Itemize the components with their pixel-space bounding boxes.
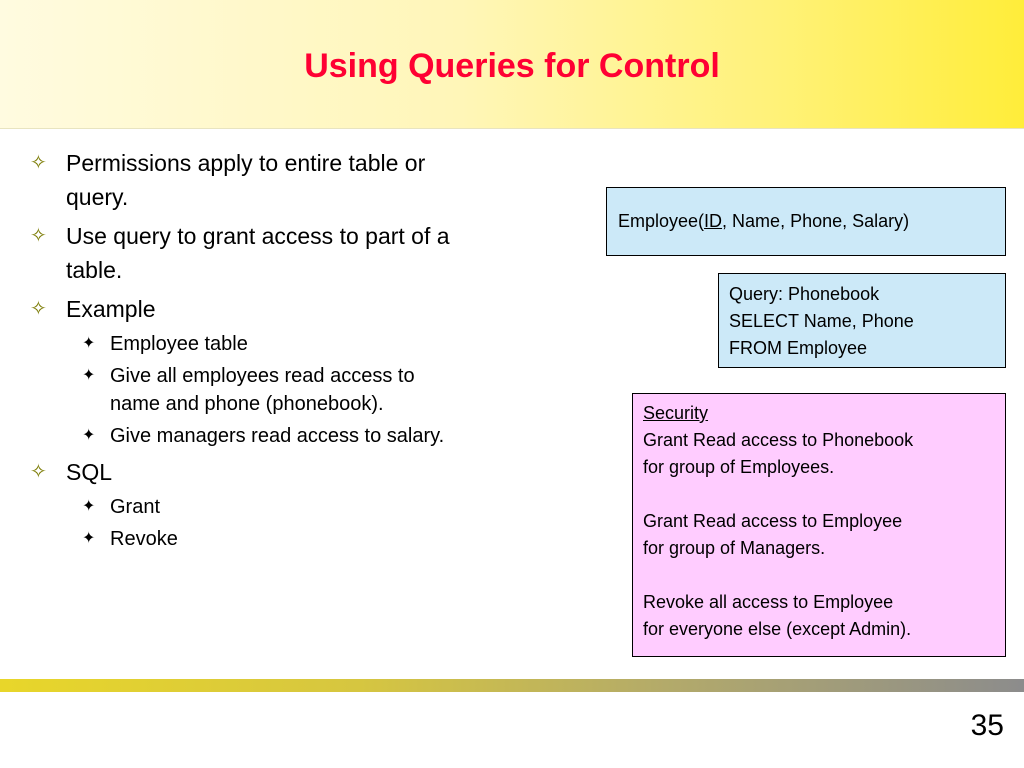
diamond-star-bullet-icon: ✧ — [30, 152, 47, 174]
subbullet-text: Grant — [110, 496, 161, 518]
bullet-sql — [28, 455, 588, 489]
security-line: Revoke all access to Employee — [643, 592, 894, 612]
four-point-star-bullet-icon: ✦ — [82, 498, 96, 515]
subbullet-employee-table — [28, 330, 588, 358]
bullet-text: SQL — [66, 459, 113, 485]
security-line: Grant Read access to Phonebook — [643, 430, 914, 450]
footer-bar — [0, 679, 1024, 692]
security-line: for everyone else (except Admin). — [643, 619, 912, 639]
bullet-text: table. — [66, 257, 123, 283]
subbullet-read-access — [28, 362, 588, 418]
employee-schema-box — [606, 187, 1006, 256]
slide-title: Using Queries for Control — [304, 47, 720, 85]
query-line: SELECT Name, Phone — [729, 311, 914, 331]
diamond-star-bullet-icon: ✧ — [30, 461, 47, 483]
bullet-list — [28, 146, 588, 553]
query-line: FROM Employee — [729, 338, 868, 358]
subbullet-grant — [28, 493, 588, 521]
query-box — [718, 273, 1006, 368]
query-line: Query: Phonebook — [729, 284, 880, 304]
diamond-star-bullet-icon: ✧ — [30, 225, 47, 247]
four-point-star-bullet-icon: ✦ — [82, 427, 96, 444]
bullet-text: query. — [66, 184, 129, 210]
diamond-star-bullet-icon: ✧ — [30, 298, 47, 320]
security-line: for group of Employees. — [643, 457, 835, 477]
schema-prefix: Employee( — [618, 211, 705, 231]
security-box — [632, 393, 1006, 657]
bullet-text: Example — [66, 296, 156, 322]
security-line: Grant Read access to Employee — [643, 511, 903, 531]
bullet-text: Use query to grant access to part of a — [66, 223, 450, 249]
security-line: for group of Managers. — [643, 538, 826, 558]
bullet-text: Permissions apply to entire table or — [66, 150, 426, 176]
page-number: 35 — [970, 709, 1004, 742]
subbullet-text: Revoke — [110, 528, 178, 550]
four-point-star-bullet-icon: ✦ — [82, 367, 96, 384]
four-point-star-bullet-icon: ✦ — [82, 335, 96, 352]
bullet-example — [28, 292, 588, 326]
schema-key: ID — [704, 211, 723, 231]
subbullet-text: name and phone (phonebook). — [110, 393, 384, 415]
four-point-star-bullet-icon: ✦ — [82, 530, 96, 547]
schema-rest: , Name, Phone, Salary) — [722, 211, 910, 231]
subbullet-revoke — [28, 525, 588, 553]
subbullet-text: Give managers read access to salary. — [110, 425, 445, 447]
subbullet-text: Employee table — [110, 333, 248, 355]
subbullet-text: Give all employees read access to — [110, 365, 415, 387]
bullet-use-query — [28, 219, 588, 287]
bullet-permissions — [28, 146, 588, 214]
subbullet-managers — [28, 422, 588, 450]
security-heading: Security — [643, 403, 709, 423]
